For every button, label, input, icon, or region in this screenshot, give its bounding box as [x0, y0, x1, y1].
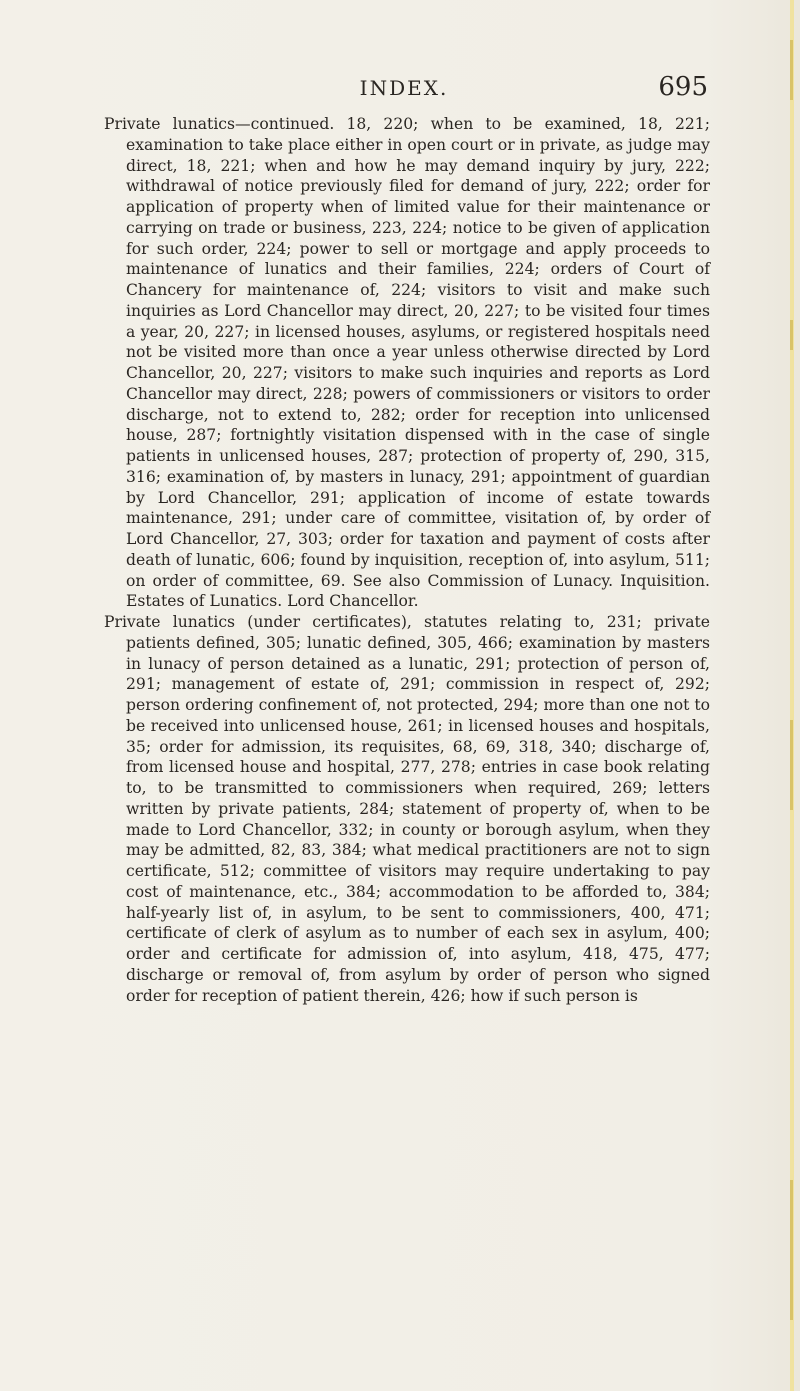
- page-header: [100, 72, 708, 102]
- page-number: 695: [658, 72, 708, 102]
- index-body: [104, 114, 710, 1006]
- running-title: INDEX.: [359, 76, 449, 100]
- index-entry: Private lunatics—continued. 18, 220; when to be examined, 18, 221; examination to take place either in open court or in private, as judge may direct, 18, 221; when and how he may demand inquiry by jury, 222; withdrawal of notice previously filed for demand of jury, 222; order for application of property when of limited value for their maintenance or carrying on trade or business, 223, 224; notice to be given of application for such order, 224; power to sell or mortgage and apply proceeds to maintenance of lunatics and their families, 224; orders of Court of Chancery for maintenance of, 224; visitors to visit and make such inquiries as Lord Chancellor may direct, 20, 227; to be visited four times a year, 20, 227; in licensed houses, asylums, or registered hospitals need not be visited more than once a year unless otherwise directed by Lord Chancellor, 20, 227; visitors to make such inquiries and reports as Lord Chancellor may direct, 228; powers of commissioners or visitors to order discharge, not to extend to, 282; order for reception into unlicensed house, 287; fortnightly visitation dispensed with in the case of single patients in unlicensed houses, 287; protection of property of, 290, 315, 316; examination of, by masters in lunacy, 291; appointment of guardian by Lord Chancellor, 291; application of income of estate towards maintenance, 291; under care of committee, visitation of, by order of Lord Chancellor, 27, 303; order for taxation and payment of costs after death of lunatic, 606; found by inquisition, reception of, into asylum, 511; on order of committee, 69. See also Commission of Lunacy. Inquisition. Estates of Lunatics. Lord Chancellor.: [104, 115, 710, 611]
- index-entry: Private lunatics (under certificates), statutes relating to, 231; private patients defined, 305; lunatic defined, 305, 466; examination by masters in lunacy of person detained as a lunatic, 291; protection of person of, 291; management of estate of, 291; commission in respect of, 292; person ordering confinement of, not protected, 294; more than one not to be received into unlicensed house, 261; in licensed houses and hospitals, 35; order for admission, its requisites, 68, 69, 318, 340; discharge of, from licensed house and hospital, 277, 278; entries in case book relating to, to be transmitted to commissioners when required, 269; letters written by private patients, 284; statement of property of, when to be made to Lord Chancellor, 332; in county or borough asylum, when they may be admitted, 82, 83, 384; what medical practitioners are not to sign certificate, 512; committee of visitors may require undertaking to pay cost of maintenance, etc., 384; accommodation to be afforded to, 384; half-yearly list of, in asylum, to be sent to commissioners, 400, 471; certificate of clerk of asylum as to number of each sex in asylum, 400; order and certificate for admission of, into asylum, 418, 475, 477; discharge or removal of, from asylum by order of person who signed order for reception of patient therein, 426; how if such person is: [104, 613, 710, 1005]
- page-edge-binding: [790, 0, 794, 1391]
